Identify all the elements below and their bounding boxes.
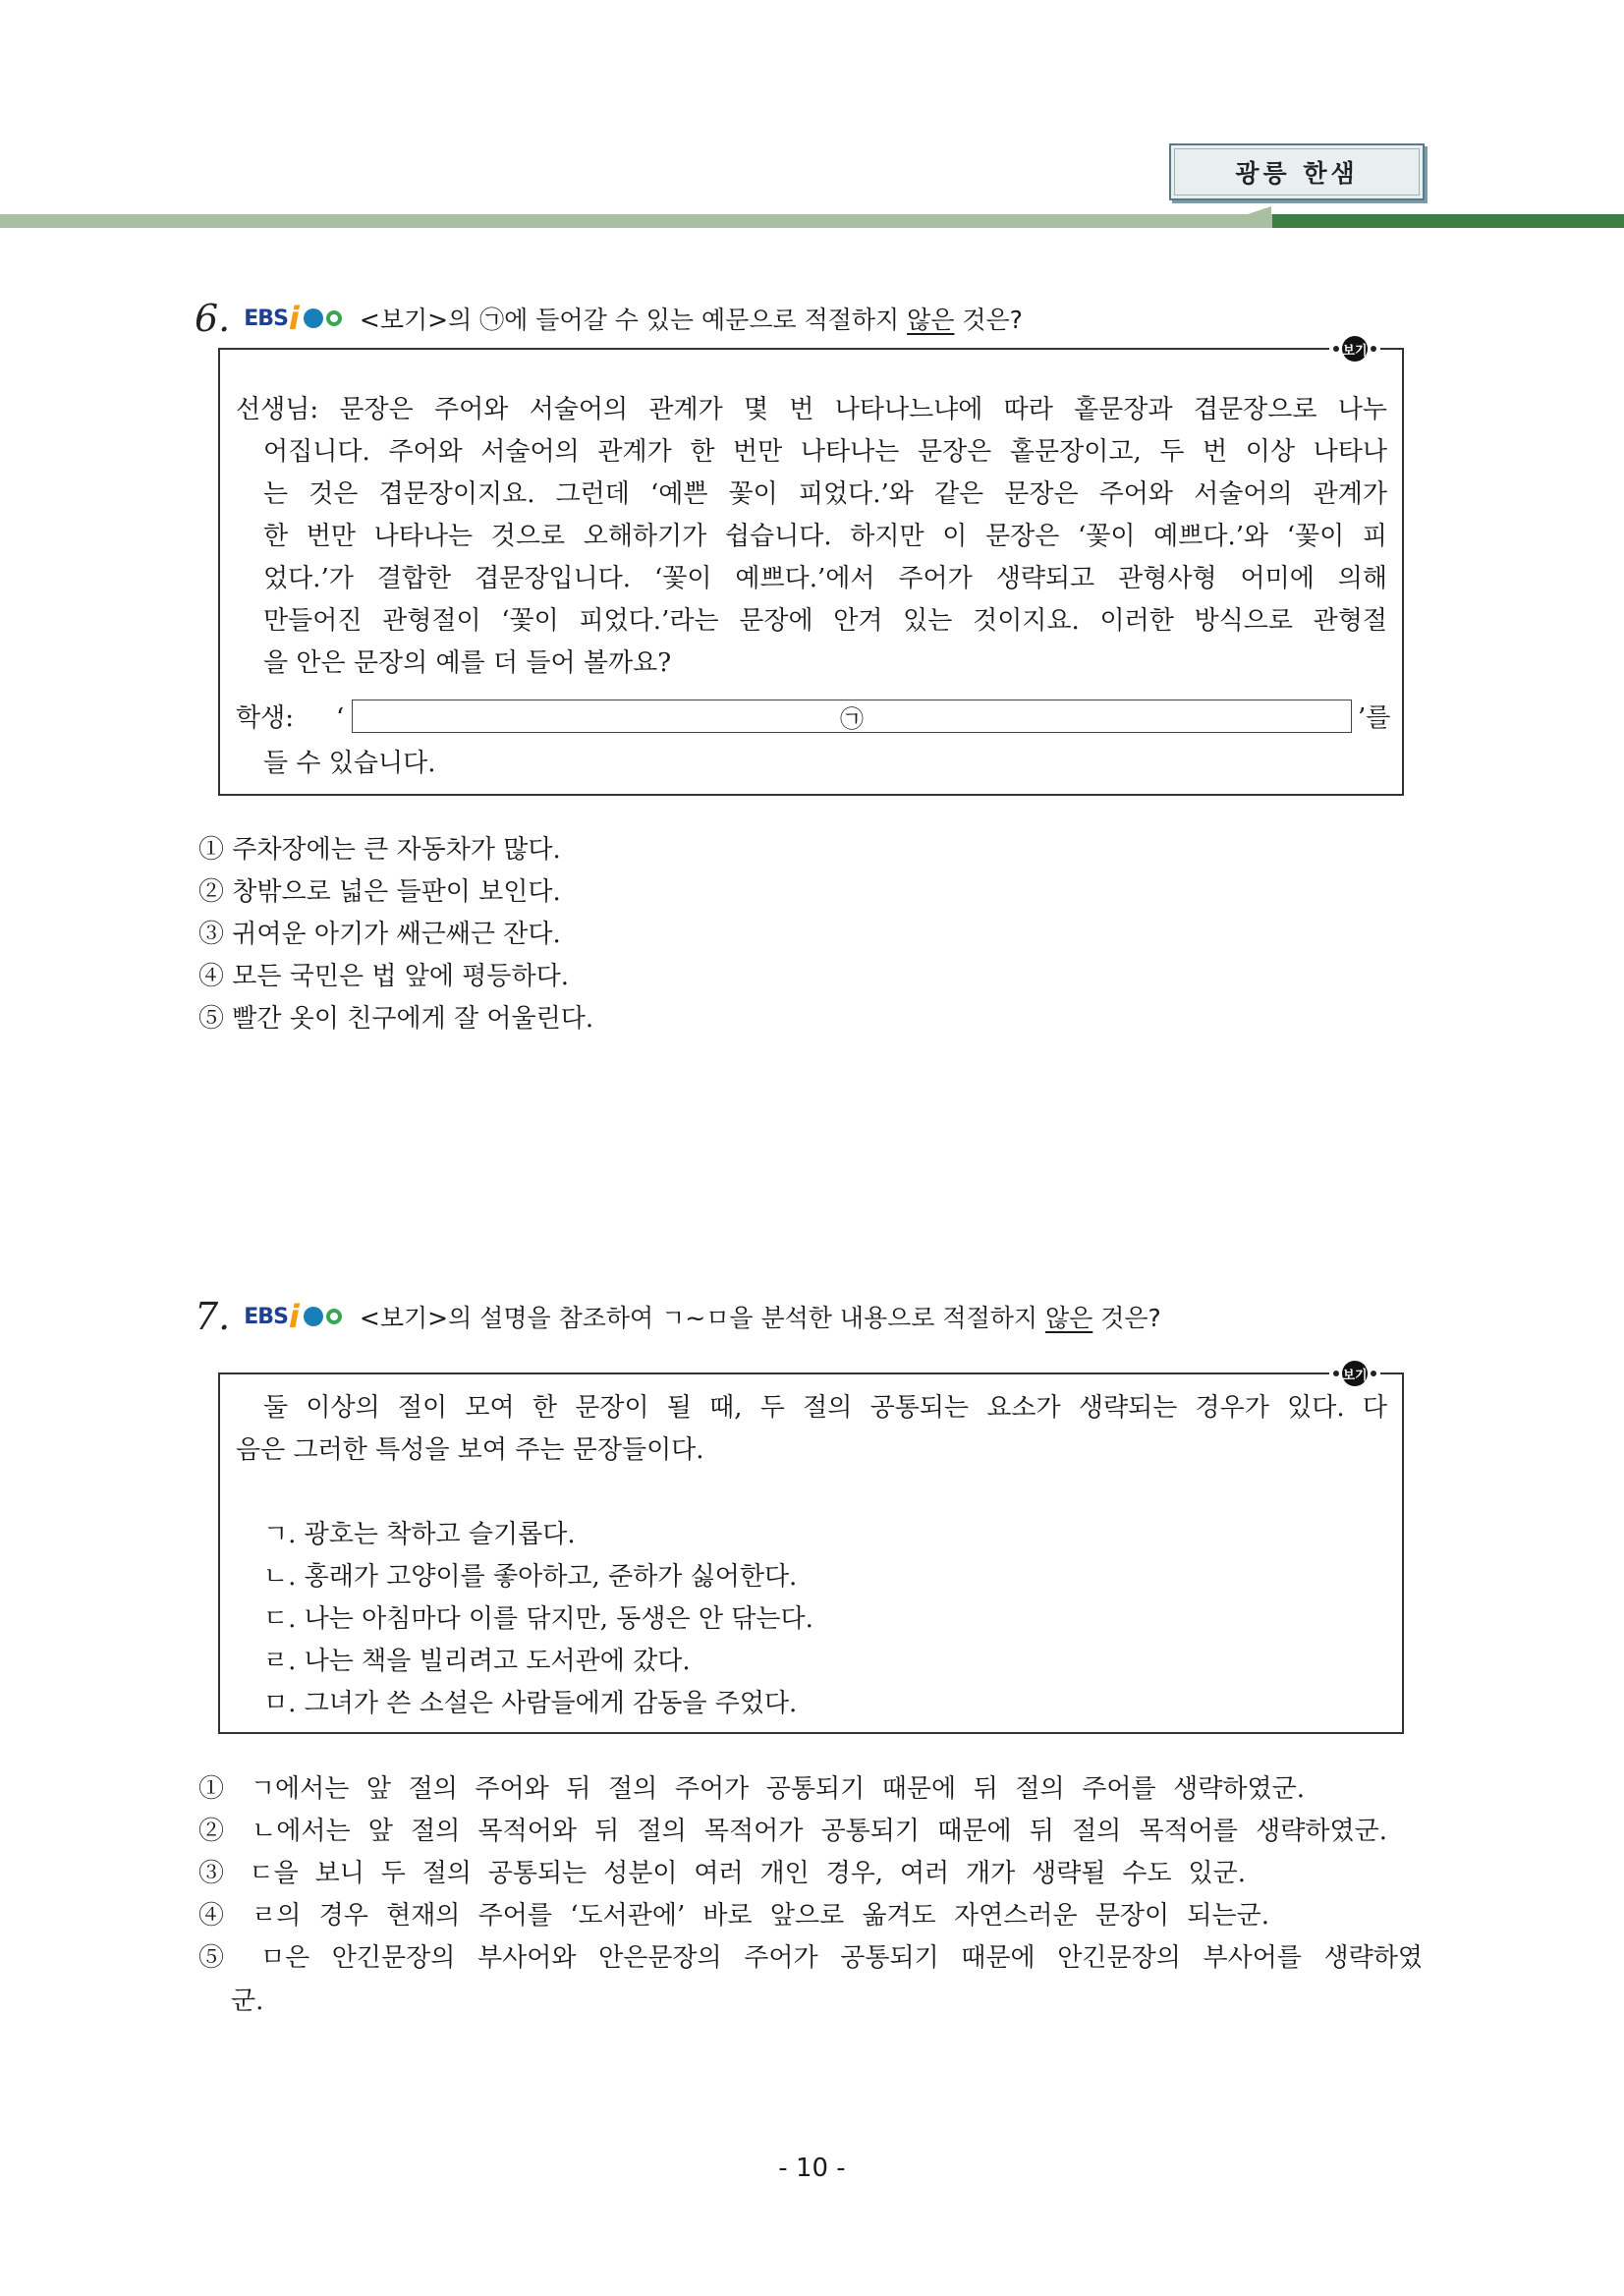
student-label: 학생:	[236, 703, 294, 733]
choice-5: ⑤ ㅁ은 안긴문장의 부사어와 안은문장의 주어가 공통되기 때문에 안긴문장의 부사어를 생략하였	[198, 1943, 1423, 1973]
ebsi-logo-icon: EBS i	[244, 1298, 342, 1335]
quote-open: ‘	[336, 703, 345, 733]
ebsi-logo-icon: EBS i	[244, 300, 342, 337]
bogi-tab-icon: 보기	[1329, 1361, 1380, 1386]
passage-line: 한 번만 나타나는 것으로 오해하기가 쉽습니다. 하지만 이 문장은 ‘꽃이 예쁘다.’와 ‘꽃이 피	[263, 522, 1387, 551]
bogi-tab-icon: 보기	[1329, 336, 1380, 362]
choice-1: ① ㄱ에서는 앞 절의 주어와 뒤 절의 주어가 공통되기 때문에 뒤 절의 주어를 생략하였군.	[198, 1774, 1305, 1804]
choice-3: ③ ㄷ을 보니 두 절의 공통되는 성분이 여러 개인 경우, 여러 개가 생략될 수도 있군.	[198, 1859, 1246, 1888]
header-bar-dark	[1272, 214, 1624, 228]
header-bar-light	[0, 214, 1272, 228]
example-line: ㄹ. 나는 책을 빌리려고 도서관에 갔다.	[263, 1647, 691, 1676]
passage-line: 었다.’가 결합한 겹문장입니다. ‘꽃이 예쁘다.’에서 주어가 생략되고 관형사형 어미에 의해	[263, 564, 1387, 593]
choice-1: ① 주차장에는 큰 자동차가 많다.	[198, 835, 561, 865]
student-tail: 들 수 있습니다.	[263, 749, 436, 778]
intro-line: 음은 그러한 특성을 보여 주는 문장들이다.	[236, 1435, 704, 1465]
choice-5: ⑤ 빨간 옷이 친구에게 잘 어울린다.	[198, 1004, 594, 1034]
choice-3: ③ 귀여운 아기가 쌔근쌔근 잔다.	[198, 920, 561, 949]
question-prompt: <보기>의 ㉠에 들어갈 수 있는 예문으로 적절하지 않은 것은?	[359, 306, 1023, 334]
school-name-badge	[1169, 143, 1425, 200]
example-line: ㄴ. 홍래가 고양이를 좋아하고, 준하가 싫어한다.	[263, 1562, 798, 1592]
question-number: 6.	[195, 297, 231, 340]
question-number: 7.	[195, 1295, 231, 1338]
blank-marker: ㉠	[840, 704, 864, 733]
question-prompt: <보기>의 설명을 참조하여 ㄱ~ㅁ을 분석한 내용으로 적절하지 않은 것은?	[359, 1304, 1161, 1332]
school-name: 광릉 한샘	[1235, 159, 1359, 188]
passage-line: 는 것은 겹문장이지요. 그런데 ‘예쁜 꽃이 피었다.’와 같은 문장은 주어와 서술어의 관계가	[263, 479, 1387, 509]
header-bar-notch	[1248, 206, 1271, 214]
quote-close: ’를	[1358, 703, 1391, 733]
bogi-box-q7	[218, 1368, 1404, 1734]
page-number: - 10 -	[778, 2154, 846, 2183]
example-line: ㄷ. 나는 아침마다 이를 닦지만, 동생은 안 닦는다.	[263, 1604, 813, 1634]
intro-line: 둘 이상의 절이 모여 한 문장이 될 때, 두 절의 공통되는 요소가 생략되는 경우가 있다. 다	[263, 1393, 1387, 1423]
choice-2: ② 창밖으로 넓은 들판이 보인다.	[198, 877, 561, 907]
passage-line: 만들어진 관형절이 ‘꽃이 피었다.’라는 문장에 안겨 있는 것이지요. 이러한 방식으로 관형절	[263, 606, 1387, 636]
example-line: ㄱ. 광호는 착하고 슬기롭다.	[263, 1520, 576, 1549]
passage-line: 어집니다. 주어와 서술어의 관계가 한 번만 나타나는 문장은 홑문장이고, 두 번 이상 나타나	[263, 437, 1387, 467]
choice-2: ② ㄴ에서는 앞 절의 목적어와 뒤 절의 목적어가 공통되기 때문에 뒤 절의 목적어를 생략하였군.	[198, 1817, 1387, 1846]
choice-4: ④ 모든 국민은 법 앞에 평등하다.	[198, 962, 569, 991]
choice-4: ④ ㄹ의 경우 현재의 주어를 ‘도서관에’ 바로 앞으로 옮겨도 자연스러운 문장이 되는군.	[198, 1901, 1269, 1931]
question-6-header	[195, 297, 1023, 340]
passage-line: 을 안은 문장의 예를 더 들어 볼까요?	[263, 648, 672, 678]
answer-blank	[352, 700, 1352, 733]
choice-5-tail: 군.	[231, 1987, 264, 2016]
example-line: ㅁ. 그녀가 쓴 소설은 사람들에게 감동을 주었다.	[263, 1689, 798, 1718]
passage-line: 선생님: 문장은 주어와 서술어의 관계가 몇 번 나타나느냐에 따라 홑문장과 겹문장으로 나누	[236, 395, 1387, 424]
question-7-header	[195, 1295, 1161, 1338]
